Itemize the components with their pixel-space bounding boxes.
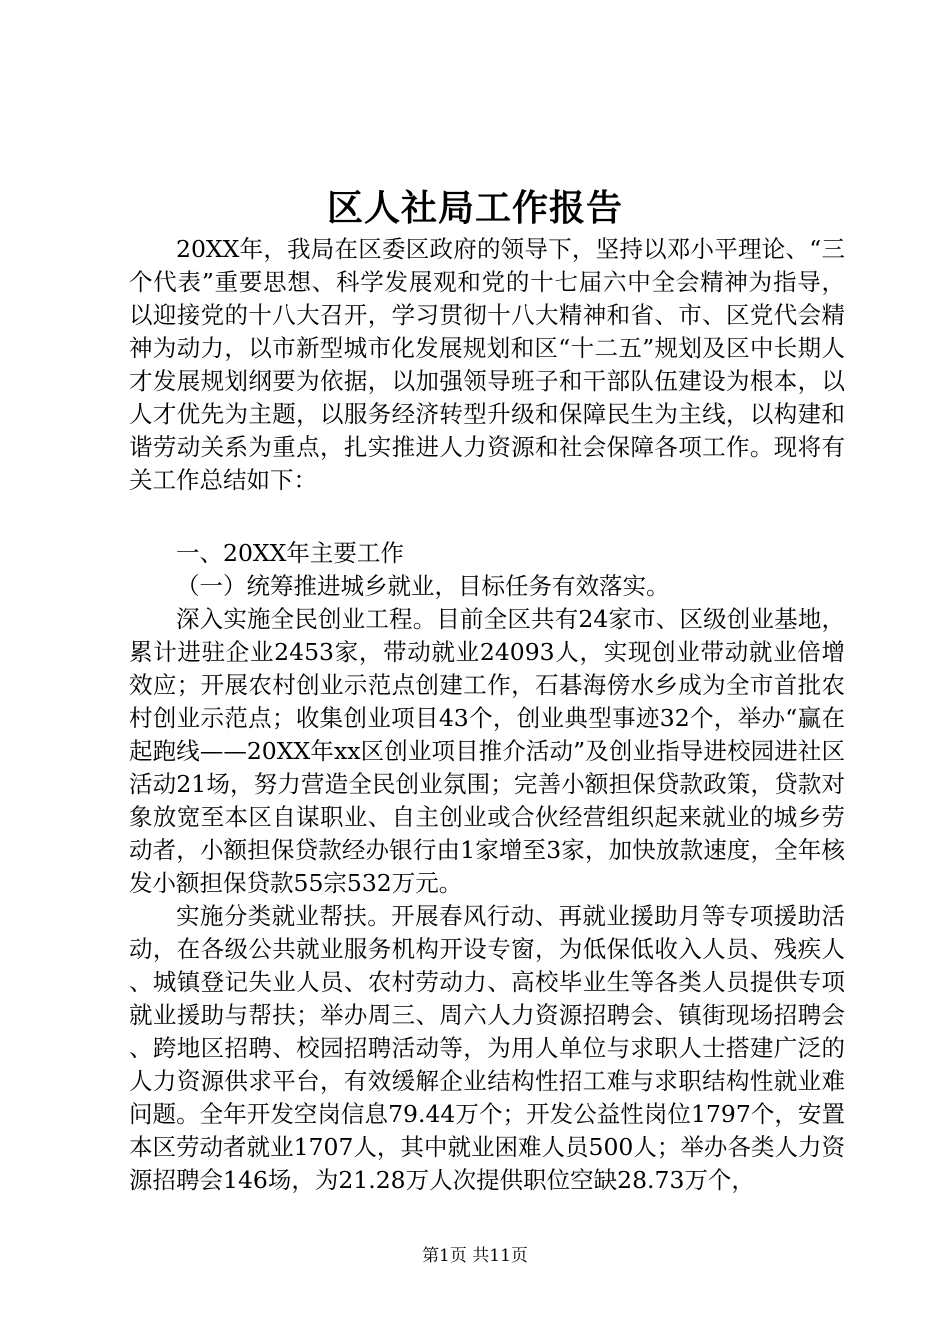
body-paragraph-employment-assistance: 实施分类就业帮扶。开展春风行动、再就业援助月等专项援助活动，在各级公共就业服务机构开设专窗，为低保低收入人员、残疾人、城镇登记失业人员、农村劳动力、高校毕业生等各类人员提供专项就业援助与帮扶；举办周三、周六人力资源招聘会、镇街现场招聘会、跨地区招聘、校园招聘活动等，为用人单位与求职人士搭建广泛的人力资源供求平台，有效缓解企业结构性招工难与求职结构性就业难问题。全年开发空岗信息79.44万个；开发公益性岗位1797个，安置本区劳动者就业1707人，其中就业困难人员500人；举办各类人力资源招聘会146场，为21.28万人次提供职位空缺28.73万个， — [129, 902, 845, 1194]
intro-paragraph: 20XX年，我局在区委区政府的领导下，坚持以邓小平理论、“三个代表”重要思想、科学发展观和党的十七届六中全会精神为指导，以迎接党的十八大召开，学习贯彻十八大精神和省、市、区党代会精神为动力，以市新型城市化发展规划和区“十二五”规划及区中长期人才发展规划纲要为依据，以加强领导班子和干部队伍建设为根本，以人才优先为主题，以服务经济转型升级和保障民生为主线，以构建和谐劳动关系为重点，扎实推进人力资源和社会保障各项工作。现将有关工作总结如下： — [129, 235, 845, 494]
page-footer: 第1页 共11页 — [422, 1246, 528, 1266]
subsection-heading: （一）统筹推进城乡就业，目标任务有效落实。 — [176, 572, 670, 600]
body-paragraph-entrepreneurship: 深入实施全民创业工程。目前全区共有24家市、区级创业基地，累计进驻企业2453家，带动就业24093人，实现创业带动就业倍增效应；开展农村创业示范点创建工作，石碁海傍水乡成为全市首批农村创业示范点；收集创业项目43个，创业典型事迹32个，举办“赢在起跑线——20XX年xx区创业项目推介活动”及创业指导进校园进社区活动21场，努力营造全民创业氛围；完善小额担保贷款政策，贷款对象放宽至本区自谋职业、自主创业或合伙经营组织起来就业的城乡劳动者，小额担保贷款经办银行由1家增至3家，加快放款速度，全年核发小额担保贷款55宗532万元。 — [129, 605, 845, 897]
document-body — [129, 233, 845, 1197]
section-heading: 一、20XX年主要工作 — [176, 539, 404, 567]
document-title: 区人社局工作报告 — [326, 187, 623, 229]
